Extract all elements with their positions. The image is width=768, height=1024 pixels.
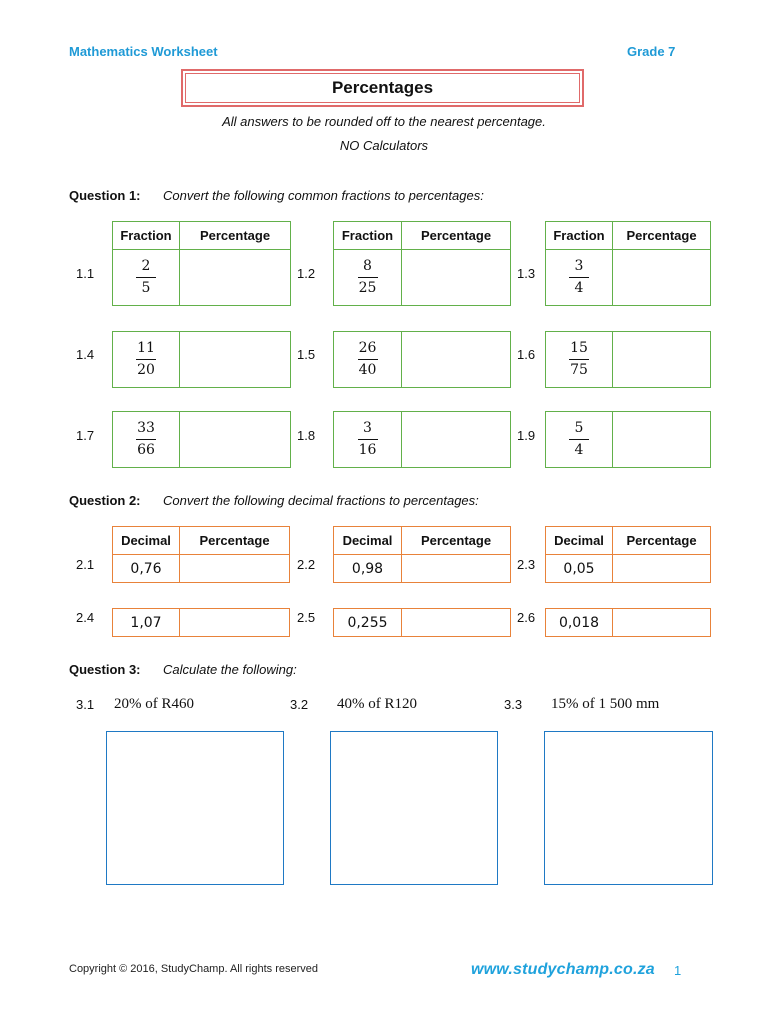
fraction-value: [358, 258, 378, 297]
numerator: 15: [570, 340, 588, 356]
website-link[interactable]: www.studychamp.co.za: [471, 961, 655, 978]
fraction-value: [569, 340, 589, 379]
fraction-header: Fraction: [553, 228, 605, 243]
fraction-bar: [569, 359, 589, 360]
percentage-answer-cell[interactable]: [180, 609, 290, 637]
calculation-prompt: 15% of 1 500 mm: [551, 696, 660, 712]
denominator: 16: [358, 442, 377, 458]
fraction-value: [569, 420, 589, 459]
question-3-heading: [69, 662, 297, 677]
numerator: 3: [574, 258, 584, 274]
percentage-answer-cell[interactable]: [402, 412, 511, 468]
decimal-value: 0,76: [130, 560, 162, 577]
decimal-table: [333, 526, 511, 583]
calculation-prompt: 20% of R460: [114, 696, 194, 712]
fraction-header: Fraction: [120, 228, 172, 243]
percentage-answer-cell[interactable]: [402, 332, 511, 388]
fraction-table: [112, 221, 291, 306]
question-3-label: Question 3:: [69, 662, 141, 677]
fraction-value: [358, 340, 378, 379]
calculation-prompt: 40% of R120: [337, 696, 417, 712]
copyright-notice: Copyright © 2016, StudyChamp. All rights reserved: [69, 963, 319, 975]
percentage-answer-cell[interactable]: [613, 412, 711, 468]
denominator: 75: [570, 362, 588, 378]
denominator: 4: [574, 280, 584, 296]
decimal-answer-box: [333, 608, 511, 637]
percentage-header: Percentage: [420, 228, 492, 243]
percentage-answer-cell[interactable]: [402, 555, 511, 583]
fraction-table: [545, 221, 711, 306]
percentage-answer-cell[interactable]: [402, 609, 511, 637]
numerator: 33: [137, 420, 155, 436]
decimal-value: 1,07: [130, 614, 162, 631]
item-number: 3.3: [504, 697, 523, 712]
grade-label: Grade 7: [627, 44, 676, 59]
percentage-header: Percentage: [199, 228, 271, 243]
item-number: 2.2: [297, 557, 316, 572]
item-number: 2.3: [517, 557, 536, 572]
numerator: 3: [363, 420, 372, 436]
numerator: 11: [137, 340, 155, 356]
denominator: 4: [574, 442, 584, 458]
item-number: 1.5: [297, 347, 316, 362]
denominator: 40: [358, 362, 377, 378]
item-number: 1.2: [297, 266, 316, 281]
decimal-header: Decimal: [121, 533, 171, 548]
item-number: 3.2: [290, 697, 309, 712]
fraction-bar: [136, 439, 156, 440]
percentage-answer-cell[interactable]: [613, 555, 711, 583]
working-box[interactable]: [106, 731, 284, 885]
item-number: 1.9: [517, 428, 536, 443]
numerator: 2: [141, 258, 151, 274]
fraction-value: [569, 258, 589, 297]
title-frame: [181, 69, 584, 107]
decimal-value: 0,018: [558, 614, 600, 631]
item-number: 1.3: [517, 266, 536, 281]
decimal-table: [112, 526, 290, 583]
fraction-answer-box: [112, 331, 291, 388]
numerator: 26: [358, 340, 377, 356]
page-title: Percentages: [185, 73, 580, 103]
decimal-header: Decimal: [554, 533, 604, 548]
fraction-value: [358, 420, 378, 459]
item-number: 1.6: [517, 347, 536, 362]
fraction-bar: [136, 359, 156, 360]
percentage-answer-cell[interactable]: [180, 412, 291, 468]
decimal-value: 0,05: [563, 560, 595, 577]
denominator: 66: [137, 442, 155, 458]
fraction-value: [136, 258, 156, 297]
item-number: 1.8: [297, 428, 316, 443]
fraction-answer-box: [112, 411, 291, 468]
worksheet-subject: Mathematics Worksheet: [69, 44, 218, 59]
fraction-answer-box: [545, 411, 711, 468]
fraction-answer-box: [545, 331, 711, 388]
decimal-value: 0,98: [351, 560, 384, 577]
working-box[interactable]: [330, 731, 498, 885]
fraction-header: Fraction: [341, 228, 394, 243]
percentage-header: Percentage: [199, 533, 270, 548]
decimal-header: Decimal: [342, 533, 393, 548]
fraction-table: [333, 221, 511, 306]
item-number: 2.6: [517, 610, 536, 625]
percentage-answer-cell[interactable]: [402, 250, 511, 306]
decimal-value: 0,255: [347, 614, 388, 631]
fraction-answer-box: [333, 411, 511, 468]
fraction-bar: [569, 277, 589, 278]
fraction-bar: [569, 439, 589, 440]
instruction-rounding: All answers to be rounded off to the nearest percentage.: [222, 114, 546, 129]
decimal-answer-box: [112, 608, 290, 637]
question-1-heading: [69, 188, 484, 203]
question-3-prompt: Calculate the following:: [163, 662, 297, 677]
item-number: 1.4: [76, 347, 95, 362]
working-box[interactable]: [544, 731, 713, 885]
percentage-header: Percentage: [626, 533, 697, 548]
question-2-label: Question 2:: [69, 493, 141, 508]
fraction-bar: [358, 277, 378, 278]
question-1-label: Question 1:: [69, 188, 141, 203]
item-number: 2.5: [297, 610, 316, 625]
instruction-no-calculators: NO Calculators: [339, 138, 429, 153]
percentage-header: Percentage: [626, 228, 697, 243]
page-number: 1: [674, 963, 682, 978]
fraction-bar: [358, 359, 378, 360]
percentage-header: Percentage: [420, 533, 492, 548]
item-number: 2.4: [76, 610, 95, 625]
decimal-table: [545, 526, 711, 583]
fraction-answer-box: [333, 331, 511, 388]
item-number: 3.1: [76, 697, 95, 712]
question-2-prompt: Convert the following decimal fractions to percentages:: [163, 493, 479, 508]
item-number: 2.1: [76, 557, 95, 572]
decimal-answer-box: [545, 608, 711, 637]
item-number: 1.7: [76, 428, 95, 443]
fraction-bar: [136, 277, 156, 278]
fraction-value: [136, 420, 156, 459]
numerator: 5: [574, 420, 584, 436]
percentage-answer-cell[interactable]: [613, 332, 711, 388]
fraction-bar: [358, 439, 378, 440]
item-number: 1.1: [76, 266, 95, 281]
denominator: 5: [141, 280, 151, 296]
denominator: 25: [358, 280, 377, 296]
question-1-prompt: Convert the following common fractions to percentages:: [163, 188, 484, 203]
percentage-answer-cell[interactable]: [613, 609, 711, 637]
percentage-answer-cell[interactable]: [180, 555, 290, 583]
percentage-answer-cell[interactable]: [613, 250, 711, 306]
percentage-answer-cell[interactable]: [180, 250, 291, 306]
denominator: 20: [137, 362, 155, 378]
question-2-heading: [69, 493, 479, 508]
percentage-answer-cell[interactable]: [180, 332, 291, 388]
fraction-value: [136, 340, 156, 379]
numerator: 8: [363, 258, 372, 274]
